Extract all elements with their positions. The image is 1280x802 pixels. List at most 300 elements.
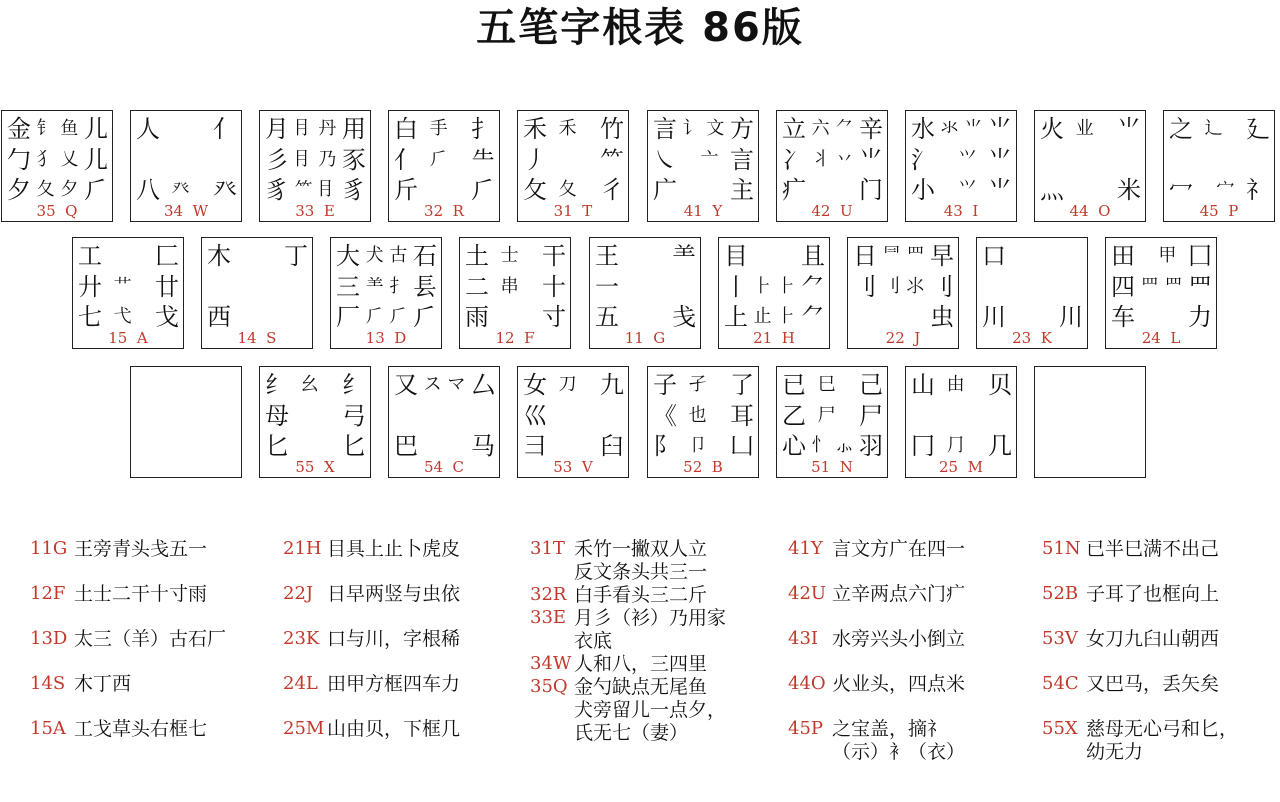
key-p [1163,110,1275,222]
key-z [130,366,242,478]
root-glyph: 彳 [599,177,624,203]
root-glyph: 力 [1187,304,1212,330]
root-glyph: 扌 [470,116,495,142]
root-glyph: 手 [429,118,448,139]
legend-text [574,607,726,653]
root-glyph: 八 [136,177,160,203]
legend-entry [788,538,965,561]
root-glyph: 大 [336,243,360,269]
key-code-label: 45 P [1199,202,1239,220]
legend-line: 女刀九臼山朝西 [1086,628,1220,650]
root-row [911,147,1012,173]
legend-line: 言文方广在四一 [832,538,966,560]
root-glyph: 丷 [835,148,854,170]
legend-entry [1042,583,1238,606]
key-roots [853,243,954,330]
key-roots [7,116,108,203]
root-row [523,403,624,429]
root-glyph: 彡 [265,146,289,173]
legend-line: 白手看头三二斤 [574,584,708,606]
key-roots [1169,116,1270,203]
root-row [653,372,754,398]
root-row [336,274,437,300]
key-code-label: 44 O [1069,202,1111,220]
legend-line: 王旁青头戋五一 [74,538,208,560]
legend-text [74,628,226,651]
legend-entry [530,584,726,607]
legend-text [327,628,460,651]
root-glyph: 凵 [729,433,754,459]
key-roots [911,372,1012,459]
root-row [724,304,825,330]
key-code-label: 11 G [624,329,666,347]
root-glyph: 尸 [858,402,883,429]
root-row [465,243,566,269]
key-code-label: 32 R [424,202,464,220]
legend-text [74,583,226,606]
root-row [782,403,883,429]
legend-line: 工戈草头右框七 [74,718,208,740]
root-glyph: 礻 [1245,177,1270,203]
root-glyph: 水 [911,116,935,142]
root-glyph: ⺝ [294,118,313,139]
root-glyph: 镸 [412,273,437,300]
root-glyph: 日 [853,243,877,269]
key-blank [1034,366,1146,478]
root-glyph: 亠 [700,148,719,170]
root-row [1040,116,1141,142]
root-glyph: 冫 [782,146,806,173]
root-glyph: ⺍ [958,148,977,170]
root-glyph: ⺫ [1164,275,1183,297]
legend-line: 反文条头共三一 [574,561,708,583]
root-row [982,304,1083,330]
key-f [459,237,571,349]
root-glyph: ⺁ [365,306,384,327]
legend-line: 木丁西 [74,673,132,695]
root-glyph: 工 [78,243,102,269]
root-glyph: 匚 [154,243,179,269]
legend-entry [788,583,965,606]
legend-text [74,538,226,561]
root-glyph: ⺁ [429,148,448,170]
root-row [265,147,366,173]
legend-entry [283,628,460,651]
root-glyph: 幺 [300,374,319,395]
root-row [265,372,366,398]
root-glyph: 干 [541,243,566,269]
legend-text [1086,673,1238,696]
key-w [130,110,242,222]
key-roots [78,243,179,330]
root-glyph: 巛 [523,402,547,429]
key-s [201,237,313,349]
key-code-label: 13 D [365,329,407,347]
root-glyph: ⺈ [800,304,825,330]
root-glyph: 亻 [212,116,237,142]
root-row [265,177,366,203]
root-row [853,243,954,269]
root-glyph: 巳 [817,374,836,395]
root-glyph: 匕 [341,433,366,459]
legend-entry [530,653,726,676]
legend-line: 水旁兴头小倒立 [832,628,966,650]
root-glyph: 纟 [341,372,366,398]
legend-code: 42U [788,583,827,604]
legend-text [327,583,460,606]
root-glyph: 士 [500,245,519,266]
root-glyph: 禾 [523,116,547,142]
key-x [259,366,371,478]
key-j [847,237,959,349]
key-code-label: 21 H [753,329,795,347]
key-code-label: 42 U [811,202,853,220]
legend-line: 氏无七（妻） [574,722,689,744]
root-glyph: 弓 [341,402,366,429]
root-glyph: 月 [265,116,289,142]
key-code-label: 55 X [295,458,335,476]
legend-entry [788,673,965,696]
root-glyph: 金 [7,116,31,142]
root-glyph: 夕 [60,179,79,200]
root-glyph: 癶 [212,177,237,203]
root-glyph: 丹 [318,118,337,139]
root-glyph: ⺍ [958,179,977,200]
legend-code: 33E [530,607,567,628]
root-row [653,403,754,429]
legend-line: 犬旁留儿一点夕， [574,699,727,721]
legend-code: 44O [788,673,826,694]
root-glyph: 辛 [858,116,883,142]
root-glyph: 川 [1058,304,1083,330]
root-glyph: 母 [265,402,289,429]
root-glyph: 门 [858,177,883,203]
key-a [72,237,184,349]
key-l [1105,237,1217,349]
root-glyph: 甲 [1158,245,1177,266]
root-glyph: 王 [595,243,619,269]
legend-text [574,653,726,676]
legend-entry [30,673,226,696]
root-glyph: 火 [1040,116,1064,142]
legend-line: 已半巳满不出己 [1086,538,1220,560]
key-v [517,366,629,478]
legend-line: 禾竹一撇双人立 [574,538,708,560]
root-glyph: 四 [1111,273,1135,300]
root-row [782,372,883,398]
root-row [78,304,179,330]
root-glyph: 辶 [1204,118,1223,139]
root-glyph: 犬 [365,245,384,266]
key-code-label: 25 M [939,458,983,476]
legend-code: 25M [283,718,325,739]
root-glyph: 羽 [858,433,883,459]
root-row [523,116,624,142]
root-row [78,243,179,269]
root-glyph: 山 [911,372,935,398]
legend-column-1 [30,538,226,763]
root-row [78,274,179,300]
root-row [1111,243,1212,269]
legend-line: 日早两竖与虫依 [327,583,461,605]
root-glyph: ⺗ [835,435,854,456]
root-row [982,243,1083,269]
root-glyph: ⺷ [365,275,384,297]
root-glyph: 夂 [36,179,55,200]
legend-code: 31T [530,538,565,559]
root-glyph: 宀 [1216,179,1235,200]
root-row [1169,116,1270,142]
root-glyph: 田 [1111,243,1135,269]
root-glyph: 口 [982,243,1006,269]
root-glyph: 儿 [83,116,108,142]
legend-line: 衣底 [574,630,613,652]
root-glyph: 丬 [811,148,830,170]
root-glyph: 雨 [465,304,489,330]
root-glyph: 业 [1075,118,1094,139]
legend-code: 21H [283,538,322,559]
root-glyph: 白 [394,116,418,142]
root-row [7,147,108,173]
root-glyph: 氺 [940,118,959,139]
root-glyph: ⺫ [1140,275,1159,297]
key-code-label: 52 B [683,458,723,476]
root-row [136,116,237,142]
legend-text [74,718,226,741]
legend-code: 15A [30,718,66,739]
root-glyph: 也 [688,404,707,426]
root-row [724,243,825,269]
root-glyph: 立 [782,116,806,142]
root-row [595,304,696,330]
root-glyph: ⺅ [394,146,418,173]
legend-line: 口与川，字根稀 [327,628,461,650]
root-row [394,433,495,459]
key-roots [782,116,883,203]
root-glyph: 几 [987,433,1012,459]
root-glyph: ⺫ [906,245,925,266]
root-glyph: 夂 [558,179,577,200]
legend-text [832,718,965,764]
root-row [911,372,1012,398]
root-glyph: 儿 [83,146,108,173]
key-roots [982,243,1083,330]
key-code-label: 14 S [237,329,277,347]
root-glyph: ⺘ [389,275,408,297]
root-glyph: 斤 [394,177,418,203]
root-row [207,304,308,330]
root-glyph: ⺁ [83,177,108,203]
legend-text [327,718,460,741]
legend-code: 22J [283,583,314,604]
legend-code: 43I [788,628,819,649]
root-glyph: 木 [207,243,231,269]
root-glyph: 言 [729,146,754,173]
key-roots [1040,372,1141,459]
root-glyph: 冖 [1169,177,1193,203]
root-row [394,147,495,173]
legend-code: 13D [30,628,68,649]
key-roots [265,372,366,459]
root-row [523,433,624,459]
root-glyph: ⺌ [987,177,1012,203]
key-n [776,366,888,478]
root-row [394,116,495,142]
root-row [782,116,883,142]
root-glyph: 豸 [341,177,366,203]
root-glyph: 土 [465,243,489,269]
root-glyph: ⺌ [987,146,1012,173]
key-roots [207,243,308,330]
root-glyph: ⺢ [906,275,925,297]
legend-entry [788,718,965,764]
root-row [7,116,108,142]
key-roots [782,372,883,459]
legend-code: 55X [1042,718,1078,739]
legend-entry [283,673,460,696]
root-glyph: 卩 [688,435,707,456]
legend-text [1086,628,1238,651]
legend-entry [30,718,226,741]
root-glyph: 廾 [78,273,102,300]
root-glyph: 寸 [541,304,566,330]
root-glyph: 又 [394,372,418,398]
root-glyph: 十 [541,273,566,300]
root-glyph: 彐 [523,433,547,459]
root-glyph: 小 [911,177,935,203]
root-glyph: ⺜ [882,245,901,266]
root-row [782,433,883,459]
root-row [911,177,1012,203]
root-glyph: 耳 [729,402,754,429]
root-row [394,372,495,398]
root-glyph: 六 [811,118,830,139]
legend-entry [530,538,726,584]
root-row [1111,274,1212,300]
root-row [653,116,754,142]
root-glyph: 心 [782,433,806,459]
legend-line: 之宝盖，摘礻 [832,718,947,740]
legend-text [1086,583,1238,606]
legend-code: 54C [1042,673,1079,694]
root-row [265,116,366,142]
root-glyph: 早 [929,243,954,269]
key-roots [336,243,437,330]
root-row [265,433,366,459]
root-glyph: 豸 [265,177,289,203]
root-row [1111,304,1212,330]
root-glyph: ⺈ [835,118,854,139]
root-row [465,304,566,330]
legend-code: 11G [30,538,68,559]
legend-line: 人和八，三四里 [574,653,708,675]
root-glyph: 虫 [929,304,954,330]
root-glyph: ⺊ [753,275,772,297]
root-glyph: 丁 [283,243,308,269]
key-d [330,237,442,349]
legend-line: （示）衤（衣） [832,741,966,763]
key-c [388,366,500,478]
root-glyph: ⺆ [946,435,965,456]
root-glyph: 七 [78,304,102,330]
root-row [1169,177,1270,203]
legend-entry [1042,538,1238,561]
legend-line: 又巴马，丢矢矣 [1086,673,1220,695]
legend-entry [283,718,460,741]
root-glyph: 廴 [1245,116,1270,142]
key-h [718,237,830,349]
page-title: 五笔字根表 86版 [476,5,804,51]
key-r [388,110,500,222]
root-glyph: 乃 [318,148,337,170]
root-row [595,243,696,269]
root-glyph: 车 [1111,304,1135,330]
root-glyph: ⺊ [777,306,796,327]
legend-text [327,538,460,561]
key-roots [394,116,495,203]
legend-code: 23K [283,628,320,649]
root-glyph: 夕 [7,177,31,203]
root-row [782,147,883,173]
root-row [911,433,1012,459]
legend-text [574,584,726,607]
legend-text [832,628,965,651]
legend-code: 53V [1042,628,1078,649]
key-roots [265,116,366,203]
root-row [265,403,366,429]
key-roots [595,243,696,330]
key-i [905,110,1017,222]
root-glyph: 疒 [782,177,806,203]
root-glyph: ⺌ [858,146,883,173]
key-e [259,110,371,222]
legend-column-5 [1042,538,1238,786]
root-glyph: 廿 [154,273,179,300]
key-code-label: 54 C [423,458,465,476]
root-row [724,274,825,300]
key-code-label: 34 W [163,202,209,220]
root-glyph: 讠 [682,118,701,139]
legend-entry [1042,718,1238,764]
legend-line: 太三（羊）古石厂 [74,628,227,650]
root-glyph: 囗 [1187,243,1212,269]
legend-text [74,673,226,696]
root-row [523,147,624,173]
legend-entry [1042,628,1238,651]
root-glyph: ⺊ [777,275,796,297]
root-row [207,243,308,269]
root-glyph: 米 [1116,177,1141,203]
legend-line: 子耳了也框向上 [1086,583,1220,605]
legend-text [574,538,726,584]
root-glyph: 石 [412,243,437,269]
root-glyph: ⺁ [470,177,495,203]
root-glyph: 氵 [911,146,935,173]
key-code-label: 15 A [108,329,148,347]
root-row [911,116,1012,142]
root-glyph: 刂 [882,275,901,297]
legend-code: 45P [788,718,824,739]
root-glyph: 目 [724,243,748,269]
root-glyph: 用 [341,116,366,142]
legend-line: 月彡（衫）乃用家 [574,607,727,629]
root-glyph: 纟 [265,372,289,398]
root-glyph: ⺁ [412,304,437,330]
key-u [776,110,888,222]
root-glyph: 刂 [929,273,954,300]
root-glyph: 乙 [782,402,806,429]
legend-text [1086,718,1238,764]
